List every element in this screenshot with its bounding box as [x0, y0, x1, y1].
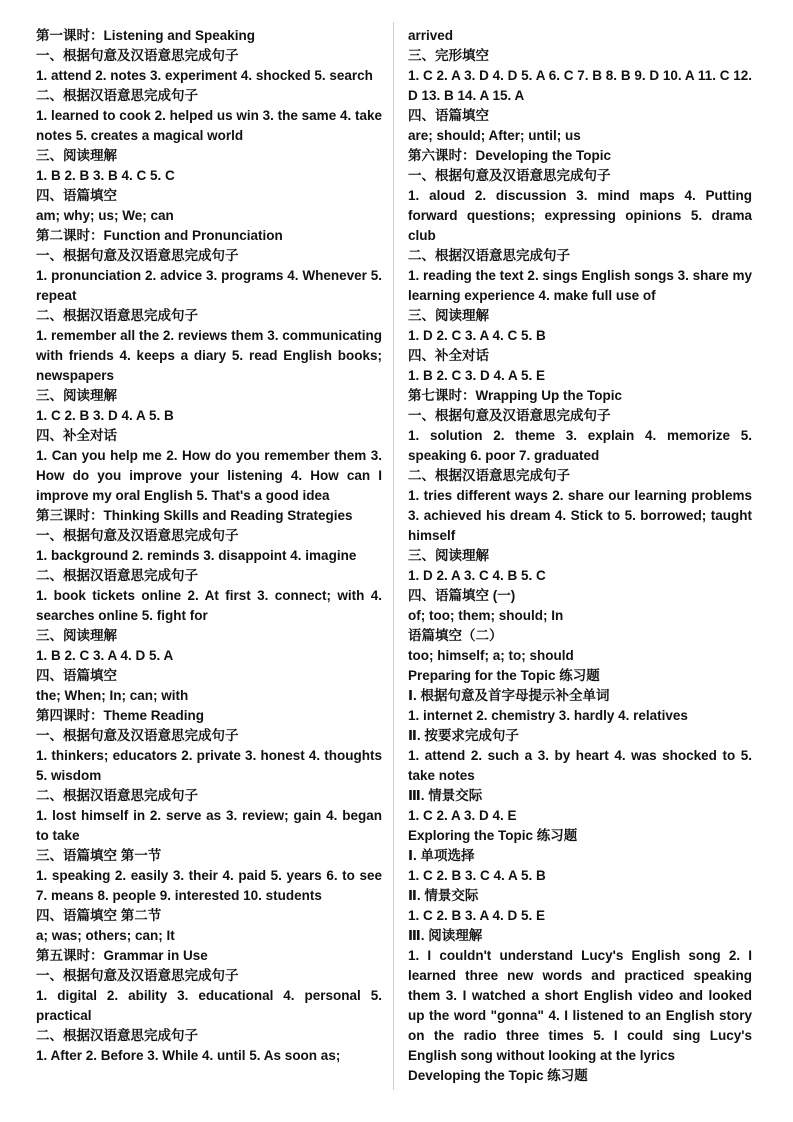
- text-line: Exploring the Topic 练习题: [408, 828, 578, 843]
- right-column: [408, 26, 752, 1086]
- text-line: are; should; After; until; us: [408, 128, 581, 143]
- text-line: 三、阅读理解: [36, 628, 117, 643]
- text-line: 1. C 2. B 3. C 4. A 5. B: [408, 868, 546, 883]
- text-line: 四、补全对话: [36, 428, 117, 443]
- text-line: 1. C 2. B 3. A 4. D 5. E: [408, 908, 546, 923]
- text-line: 三、阅读理解: [36, 148, 117, 163]
- text-line: a; was; others; can; It: [36, 928, 175, 943]
- text-line: am; why; us; We; can: [36, 208, 174, 223]
- text-line: 二、根据汉语意思完成句子: [408, 248, 570, 263]
- text-line: Ⅱ. 情景交际: [408, 888, 479, 903]
- text-line: 第七课时：Wrapping Up the Topic: [408, 388, 622, 403]
- text-line: 一、根据句意及汉语意思完成句子: [408, 408, 611, 423]
- text-line: 二、根据汉语意思完成句子: [36, 1028, 198, 1043]
- text-line: 1. lost himself in 2. serve as 3. review; gain 4. began to take: [36, 808, 382, 843]
- text-line: 二、根据汉语意思完成句子: [36, 568, 198, 583]
- text-line: 第五课时：Grammar in Use: [36, 948, 208, 963]
- text-line: 第三课时：Thinking Skills and Reading Strategies: [36, 508, 353, 523]
- text-line: of; too; them; should; In: [408, 608, 564, 623]
- text-line: 1. attend 2. notes 3. experiment 4. shocked 5. search: [36, 68, 373, 83]
- text-line: 二、根据汉语意思完成句子: [408, 468, 570, 483]
- text-line: 一、根据句意及汉语意思完成句子: [36, 968, 239, 983]
- text-line: 1. C 2. A 3. D 4. E: [408, 808, 517, 823]
- text-line: 四、语篇填空 (一): [408, 588, 516, 603]
- text-line: 1. internet 2. chemistry 3. hardly 4. relatives: [408, 708, 688, 723]
- text-line: 1. pronunciation 2. advice 3. programs 4. Whenever 5. repeat: [36, 268, 382, 303]
- text-line: 1. C 2. A 3. D 4. D 5. A 6. C 7. B 8. B 9. D 10. A 11. C 12. D 13. B 14. A 15. A: [408, 68, 752, 103]
- text-line: 二、根据汉语意思完成句子: [36, 88, 198, 103]
- text-line: 1. After 2. Before 3. While 4. until 5. As soon as;: [36, 1048, 341, 1063]
- text-line: 第四课时：Theme Reading: [36, 708, 205, 723]
- text-line: 1. D 2. A 3. C 4. B 5. C: [408, 568, 546, 583]
- text-line: 四、语篇填空: [36, 188, 117, 203]
- text-line: 1. B 2. C 3. D 4. A 5. E: [408, 368, 546, 383]
- text-line: 1. tries different ways 2. share our learning problems 3. achieved his dream 4. Stick to 5. borrowed; taught himself: [408, 488, 752, 543]
- text-line: Ⅱ. 按要求完成句子: [408, 728, 519, 743]
- text-line: 1. background 2. reminds 3. disappoint 4. imagine: [36, 548, 357, 563]
- text-line: too; himself; a; to; should: [408, 648, 574, 663]
- text-line: 1. D 2. C 3. A 4. C 5. B: [408, 328, 546, 343]
- text-line: 第六课时：Developing the Topic: [408, 148, 612, 163]
- text-line: 1. B 2. C 3. A 4. D 5. A: [36, 648, 174, 663]
- text-line: 三、阅读理解: [36, 388, 117, 403]
- text-line: Ⅲ. 阅读理解: [408, 928, 483, 943]
- text-line: Developing the Topic 练习题: [408, 1068, 588, 1083]
- text-line: 1. book tickets online 2. At first 3. connect; with 4. searches online 5. fight for: [36, 588, 382, 623]
- text-line: 三、阅读理解: [408, 308, 489, 323]
- text-line: 四、语篇填空 第二节: [36, 908, 162, 923]
- text-line: 一、根据句意及汉语意思完成句子: [36, 728, 239, 743]
- text-line: 1. aloud 2. discussion 3. mind maps 4. Putting forward questions; expressing opinions 5. drama club: [408, 188, 752, 243]
- text-line: 四、补全对话: [408, 348, 489, 363]
- text-line: 一、根据句意及汉语意思完成句子: [36, 528, 239, 543]
- text-line: 1. I couldn't understand Lucy's English song 2. I learned three new words and practiced speaking them 3. I watched a short English video and looked up the word "gonna" 4. I listened to an English story on the radio three times 5. I could sing Lucy's English song without looking at the lyrics: [408, 948, 752, 1063]
- left-column: [36, 26, 382, 1066]
- text-line: Ⅰ. 单项选择: [408, 848, 475, 863]
- text-line: 一、根据句意及汉语意思完成句子: [36, 48, 239, 63]
- text-line: Ⅰ. 根据句意及首字母提示补全单词: [408, 688, 610, 703]
- text-line: 1. thinkers; educators 2. private 3. honest 4. thoughts 5. wisdom: [36, 748, 382, 783]
- text-line: 1. remember all the 2. reviews them 3. communicating with friends 4. keeps a diary 5. read English books; newspapers: [36, 328, 382, 383]
- text-line: 1. learned to cook 2. helped us win 3. the same 4. take notes 5. creates a magical world: [36, 108, 382, 143]
- text-line: 1. C 2. B 3. D 4. A 5. B: [36, 408, 174, 423]
- text-line: 二、根据汉语意思完成句子: [36, 308, 198, 323]
- text-line: 一、根据句意及汉语意思完成句子: [408, 168, 611, 183]
- text-line: Preparing for the Topic 练习题: [408, 668, 600, 683]
- column-divider: [393, 22, 394, 1090]
- text-line: 三、语篇填空 第一节: [36, 848, 162, 863]
- text-line: 1. attend 2. such a 3. by heart 4. was shocked to 5. take notes: [408, 748, 752, 783]
- text-line: 第一课时：Listening and Speaking: [36, 28, 256, 43]
- text-line: 三、完形填空: [408, 48, 489, 63]
- text-line: 第二课时：Function and Pronunciation: [36, 228, 283, 243]
- text-line: 1. B 2. B 3. B 4. C 5. C: [36, 168, 175, 183]
- text-line: 一、根据句意及汉语意思完成句子: [36, 248, 239, 263]
- text-line: 语篇填空（二）: [408, 628, 503, 643]
- text-line: 1. Can you help me 2. How do you remember them 3. How do you improve your listening 4. How can I improve my oral English 5. That's a good idea: [36, 448, 382, 503]
- text-line: arrived: [408, 28, 454, 43]
- text-line: 1. reading the text 2. sings English songs 3. share my learning experience 4. make full use of: [408, 268, 752, 303]
- text-line: 四、语篇填空: [408, 108, 489, 123]
- text-line: 1. speaking 2. easily 3. their 4. paid 5. years 6. to see 7. means 8. people 9. interested 10. students: [36, 868, 382, 903]
- text-line: the; When; In; can; with: [36, 688, 189, 703]
- text-line: 1. digital 2. ability 3. educational 4. personal 5. practical: [36, 988, 382, 1023]
- text-line: 二、根据汉语意思完成句子: [36, 788, 198, 803]
- text-line: 四、语篇填空: [36, 668, 117, 683]
- text-line: 三、阅读理解: [408, 548, 489, 563]
- text-line: 1. solution 2. theme 3. explain 4. memorize 5. speaking 6. poor 7. graduated: [408, 428, 752, 463]
- text-line: Ⅲ. 情景交际: [408, 788, 483, 803]
